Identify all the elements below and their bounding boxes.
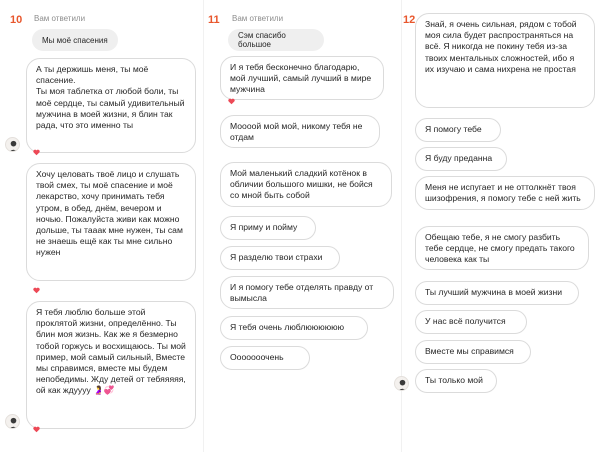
message-bubble[interactable]: Я помогу тебе <box>415 118 501 142</box>
quoted-message[interactable]: Сэм спасибо большое <box>228 29 324 51</box>
message-bubble[interactable]: Ты только мой <box>415 369 497 393</box>
avatar[interactable] <box>394 376 409 391</box>
message-bubble[interactable]: И я тебя бесконечно благодарю, мой лучший, самый лучший в мире мужчина <box>220 56 384 100</box>
panel-number: 11 <box>208 14 220 26</box>
panel-number: 12 <box>403 14 416 26</box>
panel-12 <box>400 0 600 452</box>
message-bubble[interactable]: Я разделю твои страхи <box>220 246 340 270</box>
message-bubble[interactable]: Хочу целовать твоё лицо и слушать твой смех, ты моё спасение и моё лекарство, хочу принимать тебя утром, в обед, днём, вечером и ночью. Пожалуйста живи как можно дольше, ты тааак мне нужен, ты сам не знаешь ещё как ты мне сильно нужен <box>26 163 196 281</box>
message-bubble[interactable]: Знай, я очень сильная, рядом с тобой моя сила будет распространяться на всё. Я никогда не покину тебя из-за твоих ментальных сложностей, ибо я их изучаю и сама нихрена не простая <box>415 13 595 108</box>
message-bubble[interactable]: Я буду преданна <box>415 147 507 171</box>
replied-label: Вам ответили <box>232 14 284 23</box>
heart-reaction-icon <box>33 426 40 433</box>
message-bubble[interactable]: И я помогу тебе отделять правду от вымысла <box>220 276 394 309</box>
heart-reaction-icon <box>228 98 235 105</box>
heart-reaction-icon <box>33 287 40 294</box>
message-bubble[interactable]: Ооооооочень <box>220 346 310 370</box>
message-bubble[interactable]: Я тебя очень люблюююююю <box>220 316 368 340</box>
panel-11 <box>200 0 400 452</box>
heart-reaction-icon <box>33 149 40 156</box>
panel-number: 10 <box>10 14 23 26</box>
message-bubble[interactable]: Моооой мой мой, никому тебя не отдам <box>220 115 380 148</box>
message-bubble[interactable]: Мой маленький сладкий котёнок в обличии большого мишки, не бойся со мной быть собой <box>220 162 392 207</box>
avatar[interactable] <box>5 414 20 429</box>
replied-label: Вам ответили <box>34 14 86 23</box>
message-bubble[interactable]: А ты держишь меня, ты моё спасение. Ты моя таблетка от любой боли, ты моё сердце, ты самый удивительный мужчина в моей жизни, я блин так рада, что это именно ты <box>26 58 196 153</box>
message-bubble[interactable]: Я тебя люблю больше этой проклятой жизни, определённо. Ты блин моя жизнь. Как же я безмерно тобой горжусь и восхищаюсь. Ты мой пример, мой самый сильный, Вместе мы справимся, вместе мы будем непобедимы. Жду детей от тебяяяяя, ой как ждуууу 🤰💞 <box>26 301 196 429</box>
message-bubble[interactable]: Вместе мы справимся <box>415 340 531 364</box>
message-bubble[interactable]: Обещаю тебе, я не смогу разбить тебе сердце, не смогу предать такого человека как ты <box>415 226 589 270</box>
message-bubble[interactable]: Я приму и пойму <box>220 216 316 240</box>
message-bubble[interactable]: Меня не испугает и не оттолкнёт твоя шизофрения, я помогу тебе с ней жить <box>415 176 595 210</box>
message-bubble[interactable]: Ты лучший мужчина в моей жизни <box>415 281 579 305</box>
message-bubble[interactable]: У нас всё получится <box>415 310 527 334</box>
avatar[interactable] <box>5 137 20 152</box>
panel-10 <box>0 0 200 452</box>
quoted-message[interactable]: Мы моё спасения <box>32 29 118 51</box>
